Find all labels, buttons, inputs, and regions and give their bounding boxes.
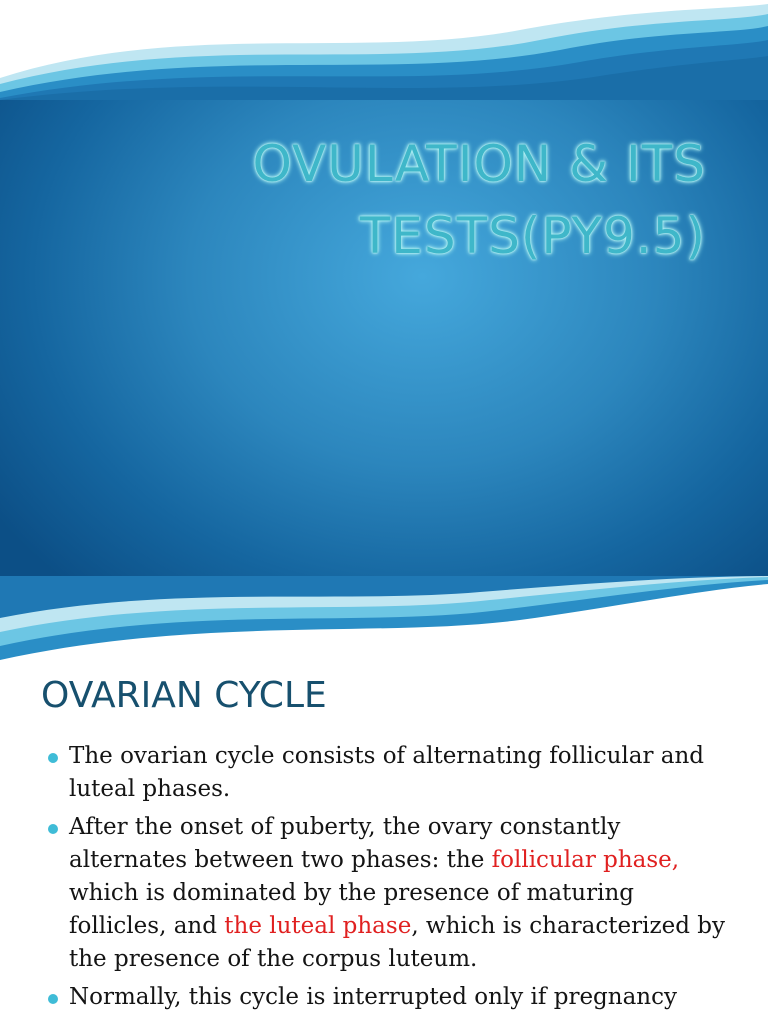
bullet-text: Normally, this cycle is interrupted only if pregnancy <box>69 984 677 1010</box>
content-wave-decoration <box>0 576 768 666</box>
bullet-item <box>48 740 728 806</box>
bullet-text: The ovarian cycle consists of alternating follicular and luteal phases. <box>69 743 705 802</box>
bullet-list <box>48 740 728 1019</box>
bullet-text: which is dominated by the presence of maturing follicles, and <box>69 880 634 939</box>
highlight-follicular-phase: follicular phase, <box>491 847 680 873</box>
title-line-2: TESTS(PY9.5) <box>359 207 706 265</box>
bullet-item <box>48 981 728 1014</box>
highlight-luteal-phase: the luteal phase <box>224 913 412 939</box>
bullet-item <box>48 811 728 976</box>
bullet-text: After the onset of puberty, the ovary constantly alternates between two phases: the <box>69 814 621 873</box>
bullet-text: , which is characterized by the presence of the corpus luteum. <box>69 913 725 972</box>
bullet-dot-icon <box>48 753 58 763</box>
bullet-dot-icon <box>48 824 58 834</box>
content-slide <box>0 576 768 1024</box>
slide-title <box>66 128 706 272</box>
slide-heading: OVARIAN CYCLE <box>41 675 327 716</box>
top-wave-decoration <box>0 0 768 100</box>
bullet-dot-icon <box>48 994 58 1004</box>
title-line-1: OVULATION & ITS <box>252 135 706 193</box>
